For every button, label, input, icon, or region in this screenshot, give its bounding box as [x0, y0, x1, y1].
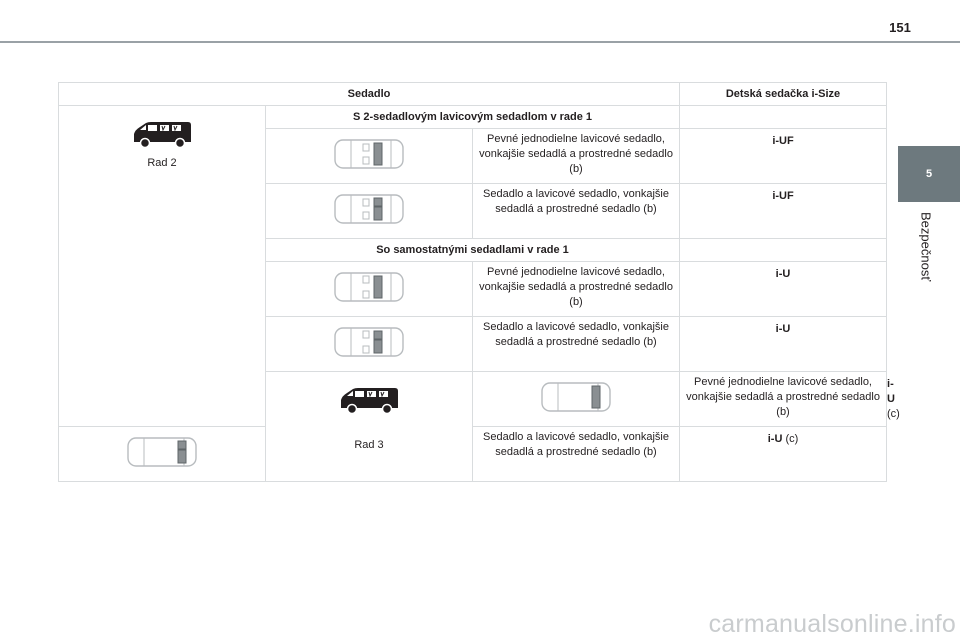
- van-topview-split-icon: [333, 193, 405, 225]
- section-bench-heading: S 2-sedadlovým lavicovým sedadlom v rade 1: [266, 106, 680, 129]
- seat-diagram-cell: [266, 184, 473, 239]
- seat-diagram-cell: [473, 372, 680, 427]
- seat-value: [680, 317, 887, 372]
- seat-diagram-cell: [266, 317, 473, 372]
- header-child-seat: Detská sedačka i-Size: [680, 83, 887, 106]
- van-topview-individual-split-icon: [333, 326, 405, 358]
- seat-value-text: i-U: [775, 323, 791, 335]
- seat-description: Sedadlo a lavicové sedadlo, vonkajšie sedadlá a prostredné sedadlo (b): [473, 427, 680, 482]
- seat-description: Pevné jednodielne lavicové sedadlo, vonkajšie sedadlá a prostredné sedadlo (b): [680, 372, 887, 427]
- watermark: [0, 610, 960, 640]
- section-bench-empty: [680, 106, 887, 129]
- seat-value-text: i-U: [887, 378, 895, 405]
- child-seat-table: [58, 82, 900, 482]
- seat-description: Sedadlo a lavicové sedadlo, vonkajšie sedadlá a prostredné sedadlo (b): [473, 317, 680, 372]
- chapter-tab[interactable]: 5: [898, 146, 960, 202]
- seat-value-text: i-UF: [772, 135, 794, 147]
- van-topview-individual-icon: [333, 271, 405, 303]
- table-row: [59, 427, 887, 482]
- section-individual-empty: [680, 239, 887, 262]
- van-topview-bench-icon: [333, 138, 405, 170]
- row-2-cell: [59, 106, 266, 427]
- section-individual-heading: So samostatnými sedadlami v rade 1: [266, 239, 680, 262]
- seat-value: [680, 262, 887, 317]
- van-topview-rear-bench-icon: [540, 381, 612, 413]
- page-number: 151: [889, 20, 911, 35]
- seat-value: [680, 184, 887, 239]
- row-3-cell: [266, 372, 473, 482]
- chapter-title: [890, 212, 960, 302]
- seat-description: Pevné jednodielne lavicové sedadlo, vonkajšie sedadlá a prostredné sedadlo (b): [473, 262, 680, 317]
- seat-value-text: i-U: [775, 268, 791, 280]
- seat-diagram-cell: [59, 427, 266, 482]
- seat-diagram-cell: [266, 262, 473, 317]
- seat-value-note: (c): [785, 433, 799, 445]
- seat-description: Pevné jednodielne lavicové sedadlo, vonkajšie sedadlá a prostredné sedadlo (b): [473, 129, 680, 184]
- row-3-label: Rad 3: [354, 439, 384, 451]
- table-row: [59, 106, 887, 129]
- van-topview-rear-split-icon: [126, 436, 198, 468]
- seat-diagram-cell: [266, 129, 473, 184]
- van-row3-icon: [338, 386, 400, 416]
- seat-value: [680, 427, 887, 482]
- seat-value-note: (c): [887, 408, 900, 420]
- table-header-row: [59, 83, 887, 106]
- seat-value-text: i-UF: [772, 190, 794, 202]
- seat-value: [680, 129, 887, 184]
- seat-description: Sedadlo a lavicové sedadlo, vonkajšie sedadlá a prostredné sedadlo (b): [473, 184, 680, 239]
- seat-value-text: i-U: [767, 433, 783, 445]
- chapter-title-text: Bezpečnosť: [918, 212, 934, 282]
- header-seat: Sedadlo: [59, 83, 680, 106]
- watermark-text: carmanualsonline.info: [708, 610, 956, 638]
- row-2-label: Rad 2: [147, 157, 177, 169]
- header-rule: [0, 41, 960, 43]
- van-row2-icon: [131, 120, 193, 150]
